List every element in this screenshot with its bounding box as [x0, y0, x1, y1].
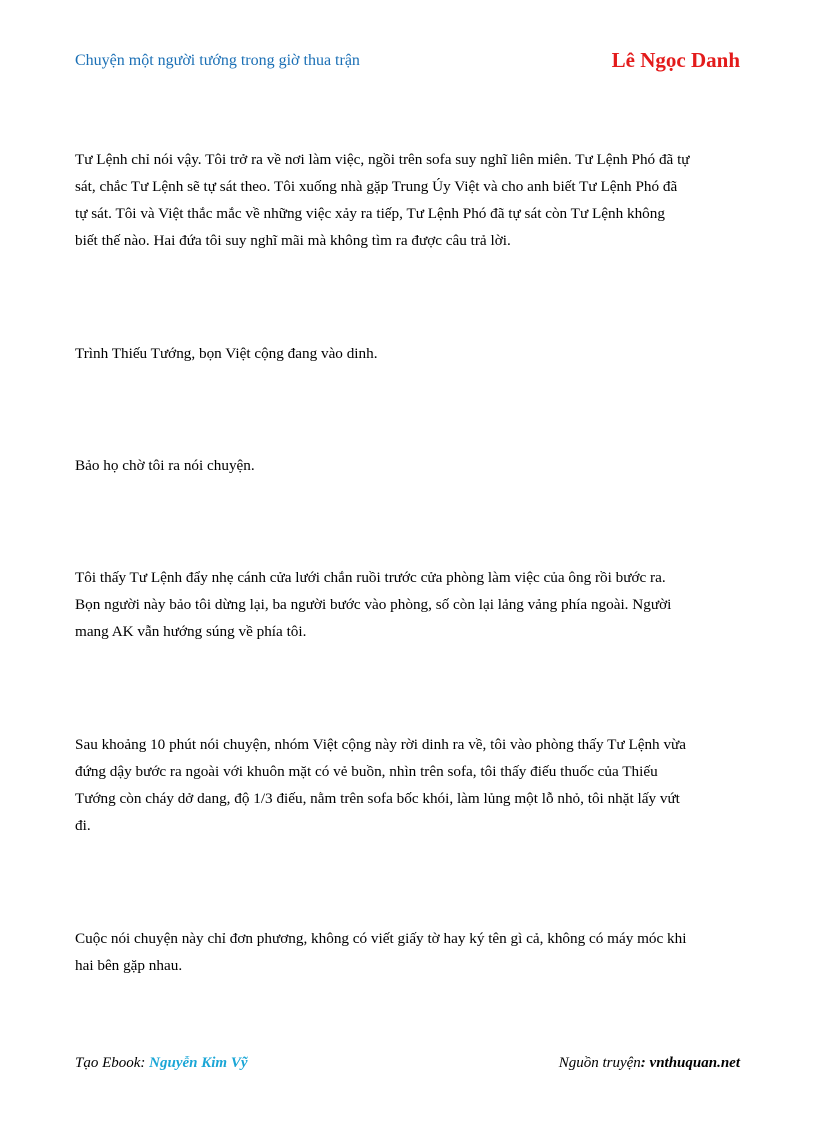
- text-line: Bảo họ chờ tôi ra nói chuyện.: [75, 457, 255, 474]
- page-header: [75, 50, 740, 76]
- creator-separator: :: [140, 1055, 150, 1071]
- book-title: Chuyện một người tướng trong giờ thua trận: [75, 52, 360, 69]
- text-line: mang AK vẫn hướng súng về phía tôi.: [75, 623, 307, 640]
- paragraph-1: [75, 146, 743, 254]
- page-footer: [75, 1055, 740, 1077]
- text-line: Tướng còn cháy dở dang, độ 1/3 điếu, nằm trên sofa bốc khói, làm lủng một lỗ nhỏ, tôi nhặt lấy vứt: [75, 790, 680, 807]
- text-line: sát, chắc Tư Lệnh sẽ tự sát theo. Tôi xuống nhà gặp Trung Úy Việt và cho anh biết Tư Lệnh Phó đã: [75, 178, 678, 195]
- paragraph-4: [75, 564, 743, 645]
- text-line: đứng dậy bước ra ngoài với khuôn mặt có vẻ buồn, nhìn trên sofa, tôi thấy điếu thuốc của Thiếu: [75, 763, 658, 780]
- creator-name: Nguyễn Kim Vỹ: [149, 1055, 248, 1071]
- paragraph-6: [75, 925, 743, 979]
- text-line: biết thế nào. Hai đứa tôi suy nghĩ mãi mà không tìm ra được câu trả lời.: [75, 232, 511, 249]
- creator-label: Tạo Ebook: [75, 1055, 141, 1071]
- source-separator: :: [640, 1055, 650, 1071]
- paragraph-5: [75, 731, 743, 839]
- text-line: Trình Thiếu Tướng, bọn Việt cộng đang vào dinh.: [75, 345, 378, 362]
- paragraph-3: [75, 452, 743, 479]
- text-line: Bọn người này bảo tôi dừng lại, ba người bước vào phòng, số còn lại lảng vảng phía ngoài. Người: [75, 596, 672, 613]
- source-credit: [559, 1055, 740, 1072]
- text-line: tự sát. Tôi và Việt thắc mắc về những việc xảy ra tiếp, Tư Lệnh Phó đã tự sát còn Tư Lệnh không: [75, 205, 665, 222]
- paragraph-2: [75, 340, 743, 367]
- text-line: Tư Lệnh chỉ nói vậy. Tôi trở ra về nơi làm việc, ngồi trên sofa suy nghĩ liên miên. Tư Lệnh Phó đã tự: [75, 151, 690, 168]
- text-line: Tôi thấy Tư Lệnh đẩy nhẹ cánh cửa lưới chắn ruồi trước cửa phòng làm việc của ông rồi bước ra.: [75, 569, 666, 586]
- source-site: vnthuquan.net: [649, 1055, 740, 1071]
- author-name: Lê Ngọc Danh: [611, 48, 740, 72]
- text-line: Cuộc nói chuyện này chỉ đơn phương, không có viết giấy tờ hay ký tên gì cả, không có máy móc khi: [75, 930, 687, 947]
- text-line: đi.: [75, 817, 91, 834]
- source-label: Nguồn truyện: [558, 1055, 641, 1071]
- ebook-credit: [75, 1055, 248, 1072]
- text-line: hai bên gặp nhau.: [75, 957, 183, 974]
- text-line: Sau khoảng 10 phút nói chuyện, nhóm Việt cộng này rời dinh ra về, tôi vào phòng thấy Tư Lệnh vừa: [75, 736, 687, 753]
